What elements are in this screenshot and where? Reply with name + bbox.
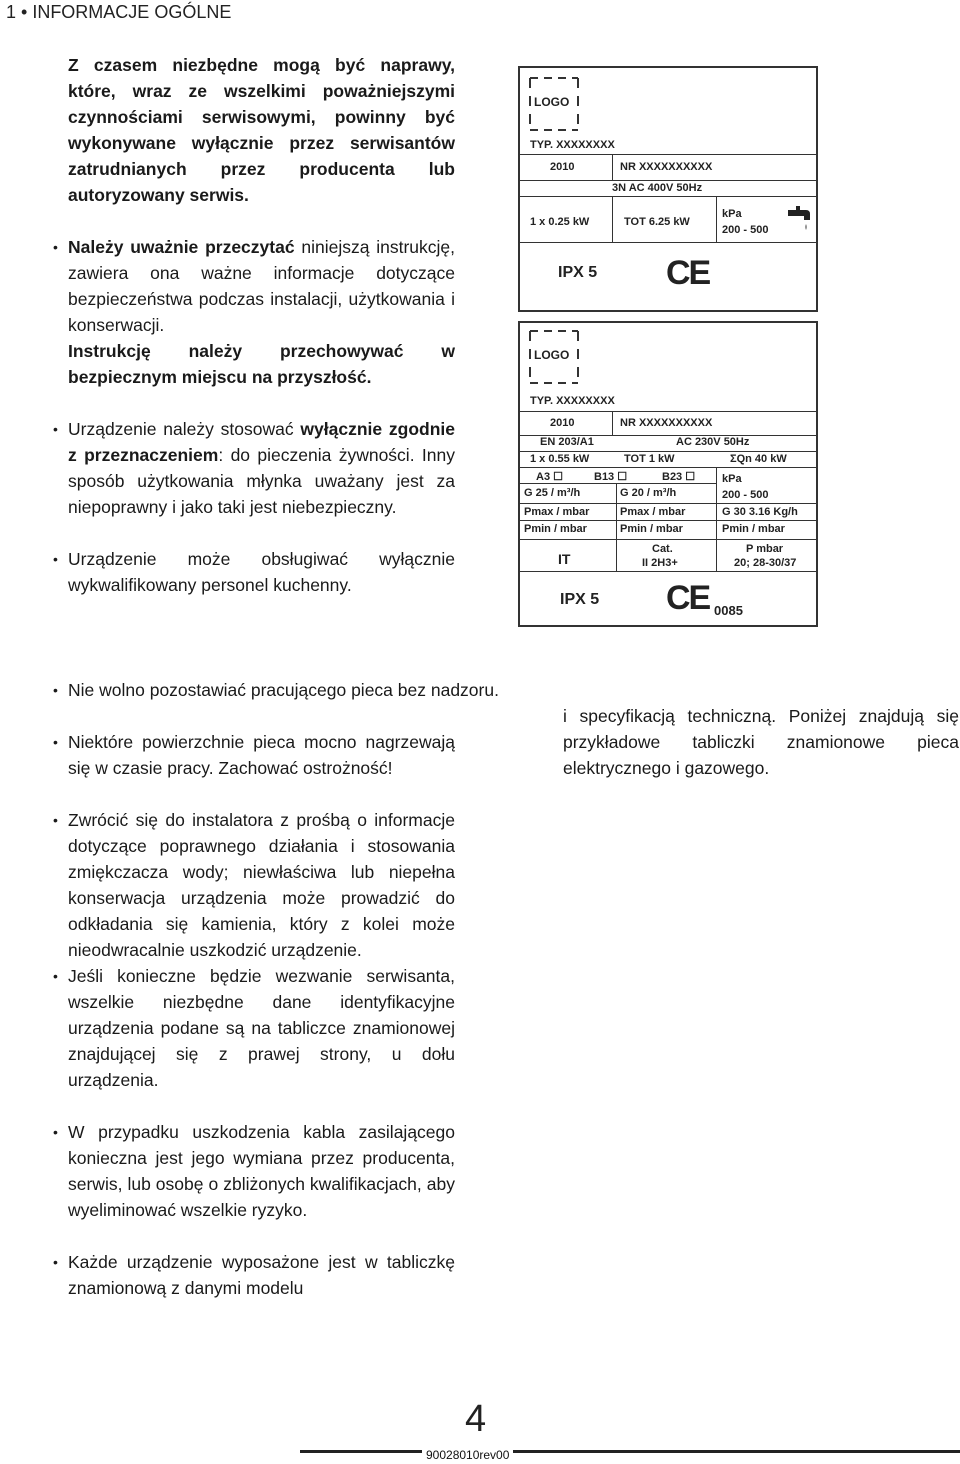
bullet-intended-use [53,416,456,520]
bullet-dot: • [53,734,58,750]
checkbox-icon: ☐ [553,471,563,483]
text: niniejszą instrukcję, zawiera ona ważne informacje dotyczące bezpieczeństwa podczas instalacji, użytkowania i konserwacji. [68,237,455,335]
bold-text: wyłącznie zgodnie z przeznaczeniem [68,419,455,465]
plate-ipx: IPX 5 [560,591,600,608]
plate-gas-power: ΣQn 40 kW [730,453,787,465]
ce-mark-icon: CE [666,254,710,292]
plate-kpa: kPa [722,208,742,220]
plate-total-power: TOT 6.25 kW [624,216,690,228]
text: Nie wolno pozostawiać pracującego pieca bez nadzoru. [68,680,499,700]
plate-pmax-2: Pmax / mbar [620,506,686,518]
plate-g25: G 25 / m³/h [524,487,581,499]
left-column-lower [53,677,499,1301]
text: Urządzenie należy stosować [68,419,301,439]
bullet-no-unattended [53,677,568,703]
plate-supply: 3N AC 400V 50Hz [612,182,703,194]
rating-plate-electric [518,66,818,312]
checkbox-icon: ☐ [617,471,628,483]
plate-g30: G 30 3.16 Kg/h [722,506,798,518]
plate-serial: NR XXXXXXXXXX [620,161,713,173]
plate-b23 [662,470,695,483]
plate-pmin-3: Pmin / mbar [722,523,785,535]
checkbox-icon: ☐ [685,471,696,483]
section-header: 1 • INFORMACJE OGÓLNE [6,2,232,22]
text: Urządzenie może obsługiwać wyłącznie wykwalifikowany personel kuchenny. [68,549,455,595]
text: Każde urządzenie wyposażone jest w tabliczkę znamionową z danymi modelu [68,1252,455,1298]
bullet-dot: • [53,239,58,255]
intro-paragraph: Z czasem niezbędne mogą być naprawy, które, wraz ze wszelkimi poważniejszymi czynnościami serwisowymi, powinny być wykonywane wyłącznie przez serwisantów zatrudnianych przez producenta lub autoryzowany serwis. [68,55,455,205]
bullet-dot: • [53,421,58,437]
a3-label: A3 [536,471,551,483]
plate-pressure-label: P mbar [746,543,784,555]
plate-b13 [594,470,627,483]
plate-kpa-range: 200 - 500 [722,224,769,236]
right-column-text: i specyfikacją techniczną. Poniżej znajdują się przykładowe tabliczki znamionowe pieca elektrycznego i gazowego. [563,706,959,778]
text: Zwrócić się do instalatora z prośbą o informacje dotyczące poprawnego działania i stosowania zmiękczacza wody; niewłaściwa lub niepełna konserwacja urządzenia może prowadzić do odkładania się kamienia, który z kolei może nieodwracalnie uszkodzić urządzenie. [68,810,455,960]
logo-label: LOGO [534,95,570,109]
plate-type: TYP. XXXXXXXX [530,139,615,151]
bullet-rating-plate [53,1249,455,1301]
text: : do pieczenia żywności. Inny sposób użytkowania młynka uważany jest za niepoprawny i jako taki jest niebezpieczny. [68,445,456,517]
bullet-dot: • [53,1124,58,1140]
plate-power: 1 x 0.55 kW [530,453,590,465]
b23-label: B23 [662,471,683,483]
text: Niektóre powierzchnie pieca mocno nagrzewają się w czasie pracy. Zachować ostrożność! [68,732,455,778]
footer-rule [300,1450,960,1453]
rating-plate-gas [518,321,818,627]
plate-pmax-1: Pmax / mbar [524,506,590,518]
plate-power: 1 x 0.25 kW [530,216,590,228]
text: W przypadku uszkodzenia kabla zasilającego konieczna jest jego wymiana przez producenta, serwis, lub osobę o zbliżonych kwalifikacjach, aby wyeliminować wszelkie ryzyko. [68,1122,455,1220]
bullet-service-data [53,963,455,1093]
bullet-water-softener [53,807,455,963]
bullet-power-cable [53,1119,455,1223]
plate-country: IT [558,551,571,567]
ce-mark-icon: CE [666,579,710,617]
plate-category-label: Cat. [652,543,673,555]
plate-kpa: kPa [722,473,742,485]
document-code: 90028010rev00 [422,1448,513,1462]
plate-pmin-2: Pmin / mbar [620,523,683,535]
plate-g20: G 20 / m³/h [620,487,677,499]
logo-label: LOGO [534,348,570,362]
plate-ipx: IPX 5 [558,264,598,281]
plate-a3 [536,470,563,483]
plate-standard: EN 203/A1 [540,436,594,448]
page-number: 4 [465,1398,487,1440]
bullet-qualified-staff [53,546,455,598]
bullet-hot-surfaces [53,729,455,781]
plate-total-power: TOT 1 kW [624,453,675,465]
plate-notified-body: 0085 [714,603,743,618]
bullet-dot: • [53,551,58,567]
left-column [53,52,456,598]
plate-pressure-value: 20; 28-30/37 [734,557,797,569]
plate-serial: NR XXXXXXXXXX [620,417,713,429]
plate-supply: AC 230V 50Hz [676,436,750,448]
bullet-dot: • [53,968,58,984]
plate-category-value: II 2H3+ [642,557,678,569]
text: Jeśli konieczne będzie wezwanie serwisanta, wszelkie niezbędne dane identyfikacyjne urządzenia podane są na tabliczce znamionowej znajdującej się z prawej strony, u dołu urządzenia. [68,966,455,1090]
bullet-dot: • [53,682,58,698]
b13-label: B13 [594,471,615,483]
bold-text: Należy uważnie przeczytać [68,237,295,257]
bullet-dot: • [53,812,58,828]
plate-kpa-range: 200 - 500 [722,489,769,501]
water-tap-icon [786,202,812,232]
plate-pmin-1: Pmin / mbar [524,523,587,535]
plate-year: 2010 [550,161,575,173]
bullet-dot: • [53,1254,58,1270]
bullet-read-instructions [53,234,455,338]
store-instructions: Instrukcję należy przechowywać w bezpiecznym miejscu na przyszłość. [68,341,455,387]
plate-type: TYP. XXXXXXXX [530,395,615,407]
plate-year: 2010 [550,417,575,429]
